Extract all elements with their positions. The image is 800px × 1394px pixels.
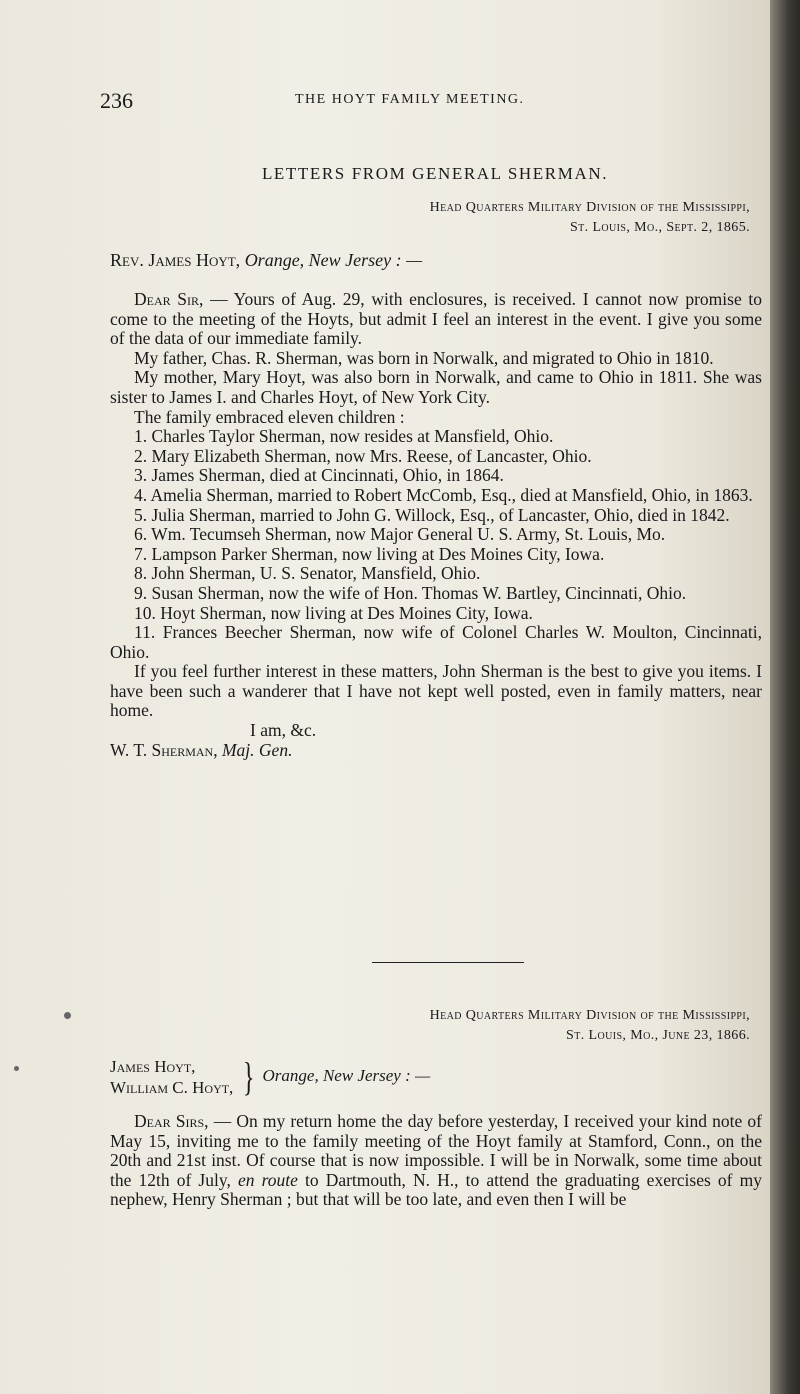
- letter1-dear: Dear Sir,: [134, 289, 204, 309]
- page-number: 236: [100, 88, 133, 113]
- list-item: 1. Charles Taylor Sherman, now resides at Mansfield, Ohio.: [134, 426, 554, 447]
- print-speck: [64, 1012, 71, 1019]
- list-item: 8. John Sherman, U. S. Senator, Mansfield, Ohio.: [134, 563, 481, 584]
- list-item: 11. Frances Beecher Sherman, now wife of Colonel Charles W. Moulton, Cincinnati, Ohio.: [110, 622, 762, 662]
- letter2-hq-line1: Head Quarters Military Division of the Mississippi,: [429, 1008, 750, 1023]
- letter2-body: [110, 1112, 762, 1210]
- signature-name: W. T. Sherman,: [110, 739, 218, 760]
- letter1-hq-line1: Head Quarters Military Division of the Mississippi,: [429, 200, 750, 215]
- letter2-recipients: [110, 1056, 430, 1098]
- list-item: 2. Mary Elizabeth Sherman, now Mrs. Reese, of Lancaster, Ohio.: [134, 445, 592, 466]
- letter1-paragraph-1-text: — Yours of Aug. 29, with enclosures, is received. I cannot now promise to come to the meeting of the Hoyts, but admit I feel an interest in the event. I give you some of the data of our immediate family.: [110, 289, 762, 349]
- recipient-place: Orange, New Jersey : —: [244, 250, 423, 270]
- section-title: LETTERS FROM GENERAL SHERMAN.: [261, 164, 609, 183]
- letter2-dear: Dear Sirs,: [134, 1111, 209, 1131]
- recipient-name-1: James Hoyt,: [110, 1057, 196, 1076]
- list-item: 4. Amelia Sherman, married to Robert McComb, Esq., died at Mansfield, Ohio, in 1863.: [134, 484, 753, 505]
- print-speck: [14, 1066, 19, 1071]
- letter1-paragraph-5: If you feel further interest in these matters, John Sherman is the best to give you items. I have been such a wanderer that I have not kept well posted, even in family matters, near home.: [110, 661, 762, 721]
- running-title: THE HOYT FAMILY MEETING.: [295, 92, 525, 107]
- letter2-paragraph-1: [110, 1112, 762, 1210]
- page-header: [100, 88, 740, 118]
- list-item: 3. James Sherman, died at Cincinnati, Ohio, in 1864.: [134, 465, 504, 486]
- signature-title: Maj. Gen.: [221, 739, 293, 760]
- list-item: 5. Julia Sherman, married to John G. Willock, Esq., of Lancaster, Ohio, died in 1842.: [134, 504, 730, 525]
- letter1-hq-line2: St. Louis, Mo., Sept. 2, 1865.: [569, 220, 750, 235]
- letter1-body: [110, 290, 762, 760]
- list-item: 6. Wm. Tecumseh Sherman, now Major General U. S. Army, St. Louis, Mo.: [134, 524, 666, 545]
- list-item: 9. Susan Sherman, now the wife of Hon. Thomas W. Bartley, Cincinnati, Ohio.: [134, 582, 687, 603]
- letter1-recipient: [110, 250, 422, 271]
- letter1-paragraph-1: [110, 290, 762, 349]
- list-item: 10. Hoyt Sherman, now living at Des Moines City, Iowa.: [134, 602, 533, 623]
- letter1-closing: I am, &c.: [250, 720, 317, 741]
- section-divider: [372, 962, 524, 963]
- letter1-signature: [110, 741, 762, 761]
- letter1-paragraph-3: My mother, Mary Hoyt, was also born in Norwalk, and came to Ohio in 1811. She was sister to James I. and Charles Hoyt, of New York City.: [110, 367, 762, 407]
- letter2-text-part2: to Dartmouth, N. H., to attend the graduating exercises of my nephew, Henry Sherman ; but that will be too late, and even then I will be: [110, 1169, 762, 1210]
- recipient-name: Rev. James Hoyt,: [110, 250, 241, 270]
- letter2-italic-en-route: en route: [237, 1169, 298, 1190]
- letter1-paragraph-4: The family embraced eleven children :: [134, 406, 405, 427]
- letter1-paragraph-2: My father, Chas. R. Sherman, was born in Norwalk, and migrated to Ohio in 1810.: [134, 347, 714, 368]
- recipient-names: [110, 1056, 233, 1098]
- page-gutter-shadow: [770, 0, 800, 1394]
- list-item: 7. Lampson Parker Sherman, now living at Des Moines City, Iowa.: [134, 543, 605, 564]
- recipient-name-2: William C. Hoyt,: [110, 1078, 234, 1097]
- recipient-place: Orange, New Jersey : —: [262, 1065, 431, 1085]
- letter2-text-part1: — On my return home the day before yesterday, I received your kind note of May 15, inviting me to the family meeting of the Hoyt family at Stamford, Conn., on the 20th and 21st inst. Of course that is now impossible. I will be in Norwalk, some time about the 12th of July,: [110, 1111, 763, 1190]
- brace-icon: }: [243, 1054, 255, 1099]
- letter2-hq-line2: St. Louis, Mo., June 23, 1866.: [566, 1028, 750, 1043]
